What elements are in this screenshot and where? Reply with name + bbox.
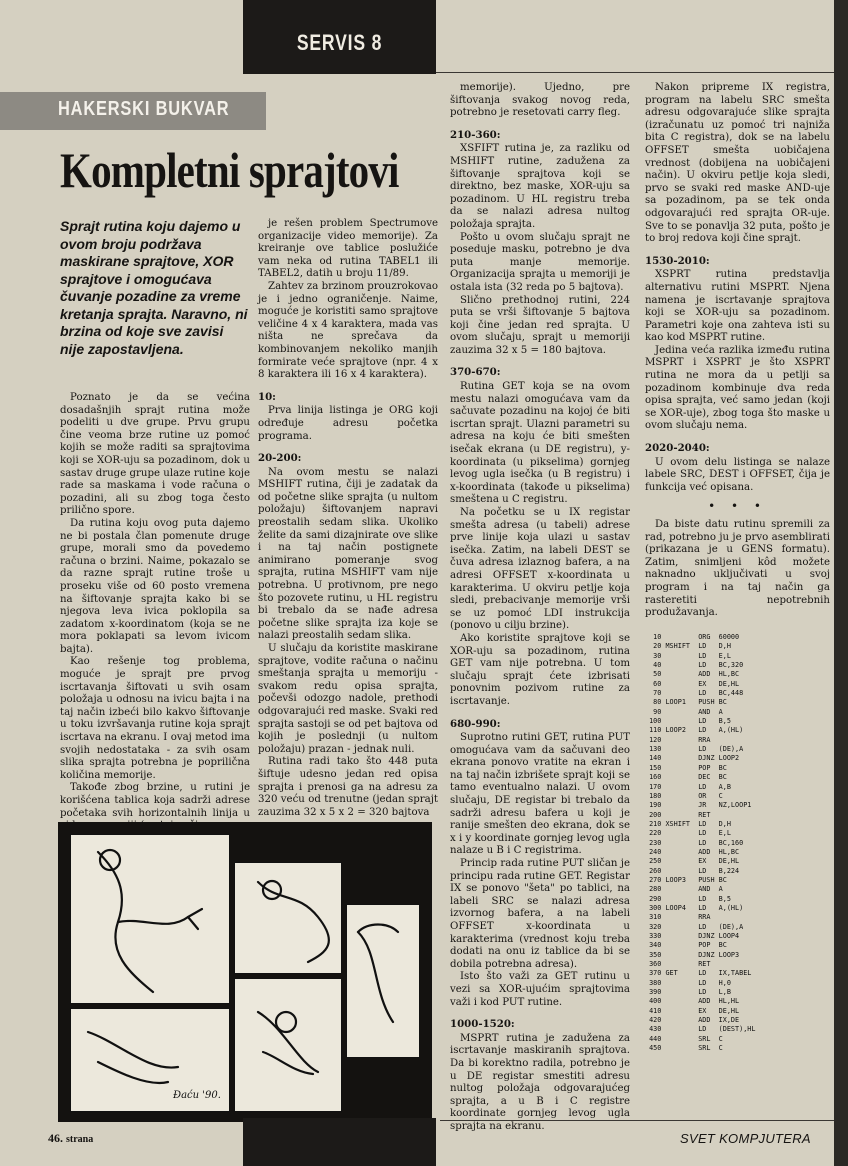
listing-line: 120 RRA	[645, 735, 711, 744]
listing-line: 320 LD (DE),A	[645, 922, 744, 931]
listing-line: 280 AND A	[645, 885, 723, 894]
paragraph: Takođe zbog brzine, u rutini je korišćena tablica koja sadrži adrese početaka svih horizontalnih linija u	[60, 782, 250, 819]
listing-line: 90 AND A	[645, 707, 723, 716]
comic-illustration	[58, 822, 432, 1122]
listing-line: 100 LD B,5	[645, 717, 731, 726]
listing-line: 450 SRL C	[645, 1044, 723, 1053]
listing-line: 430 LD (DEST),HL	[645, 1025, 756, 1034]
section-heading: 2020-2040:	[645, 442, 710, 455]
listing-line: 190 JR NZ,LOOP1	[645, 801, 752, 810]
paragraph: XSFIFT rutina je, za razliku od MSHIFT rutine, zadužena za šiftovanje sprajtova koji se direktno, bez maske, XOR-uju sa pozadinom. U HL registru treba da se nalazi adresa nultog položaja sprajta.	[450, 143, 630, 230]
listing-line: 40 LD BC,320	[645, 661, 744, 670]
listing-line: 420 ADD IX,DE	[645, 1016, 740, 1025]
kicker-text: HAKERSKI BUKVAR	[58, 98, 230, 120]
listing-line: 220 LD E,L	[645, 829, 731, 838]
paragraph: Pošto u ovom slučaju sprajt ne poseduje masku, potrebno je dva puta manje memorije. Organizacija sprajta u memoriji je ostala ista (32 reda po 5 bajtova).	[450, 231, 630, 293]
listing-line: 380 LD H,0	[645, 978, 731, 987]
article-title: Kompletni sprajtovi	[60, 142, 399, 198]
page-edge-shadow	[834, 0, 848, 1166]
paragraph: Da rutina koju ovog puta dajemo ne bi postala član pomenute druge grupe, morali smo da povedemo računa o brzini. Naime, pokazalo se da razne sprajt rutine troše u proseku više od 60 posto vremena na šiftovanje sprajta kako bi se njegova leva ivica poklopila sa zadatom x-koordinatom (koja se ne mora poklapati sa levom ivicom bajta).	[60, 517, 250, 655]
listing-line: 390 LD L,B	[645, 988, 731, 997]
paragraph: Na početku se u IX registar smešta adresa (u tabeli) adrese prve linije koja ulazi u sastav isečka. Zatim, na labeli DEST se čuva adresa izlaznog bafera, a na adresi OFFSET x-koordinata u karakterima. U okviru petlje koja sledi, prebacivanje memorije vrši se uz pomoć LDI instrukcija (ponovo u cilju brzine).	[450, 507, 630, 632]
listing-line: 20 MSHIFT LD D,H	[645, 642, 731, 651]
paragraph: Isto što važi za GET rutinu u vezi sa XOR-ujućim sprajtovima važi i kod PUT rutine.	[450, 971, 630, 1008]
paragraph: je rešen problem Spectrumove organizacije video memorije). Za kreiranje ove tablice poslužiće vam neka od rutina TABEL1 ili TABEL2, datih u broju 11/89.	[258, 218, 438, 280]
paragraph: Kao rešenje tog problema, moguće je sprajt pre prvog iscrtavanja šiftovati u svih osam položaja u odnosu na ivicu bajta i na taj način izbeći bilo kakvo šiftovanje u toku izvršavanja rutine koja sprajt iscrtava na ekranu. I ovaj metod ima svojih nedostataka - za svih osam slika sprajta potrebna je poprilična količina memorije.	[60, 656, 250, 781]
listing-line: 60 EX DE,HL	[645, 679, 740, 688]
column-1	[60, 392, 250, 819]
magazine-name: SVET KOMPJUTERA	[680, 1131, 811, 1146]
column-2	[258, 218, 438, 818]
listing-line: 310 RRA	[645, 913, 711, 922]
listing-line: 370 GET LD IX,TABEL	[645, 969, 752, 978]
listing-line: 140 DJNZ LOOP2	[645, 754, 740, 763]
paragraph: Poznato je da se većina dosadašnjih sprajt rutina može podeliti u dve grupe. Prvu grupu čine veoma brze rutine uz pomoć kojih se može raditi sa sprajtovima koji se XOR-uju sa pozadinom, dok u sastav druge grupe ulaze rutine koje rade sa maskama i vode računa o pozadini, ali su zbog toga često prilično spore.	[60, 392, 250, 517]
paragraph: Zahtev za brzinom prouzrokovao je i jedno ograničenje. Naime, moguće je koristiti samo sprajtove veličine 4 x 4 karaktera, mada vas ništa ne sprečava da kombinovanjem nekoliko manjih formirate veće sprajtove (npr. 4 x 8 karaktera ili 16 x 4 karaktera).	[258, 280, 438, 381]
listing-line: 410 EX DE,HL	[645, 1006, 740, 1015]
paragraph: Jedina veća razlika između rutina MSPRT i XSPRT je što XSPRT rutina ne mora da u petlji sa pozadinom kombinuje dva reda opisa sprajta, već samo jedan (koji se XOR-uje), zbog toga što maske u ovom slučaju nema.	[645, 344, 830, 432]
listing-line: 270 LOOP3 PUSH BC	[645, 875, 727, 884]
page-number	[48, 1131, 93, 1146]
section-heading: 680-990:	[450, 717, 501, 730]
paragraph: U ovom delu listinga se nalaze labele SRC, DEST i OFFSET, čija je funkcija već opisana.	[645, 456, 830, 493]
listing-line: 50 ADD HL,BC	[645, 670, 740, 679]
paragraph: Na ovom mestu se nalazi MSHIFT rutina, čiji je zadatak da od početne slike sprajta (u nultom položaju) šiftovanjem napravi preostalih sedam slika. Ukoliko želite da sami dizajnirate ove slike i na taj način postignete animirano pomeranje svog sprajta, rutina MSHIFT vam nije potrebna. U protivnom, pre nego što pozovete rutinu, u HL registru bi trebalo da se nađe adresa početne slike sprajta iza koje se nalazi preostalih sedam slika.	[258, 466, 438, 642]
paragraph: Ako koristite sprajtove koji se XOR-uju sa pozadinom, rutina GET vam nije potrebna. U tom slučaju sprajt ćete izbrisati ponovnim pozivom rutine za iscrtavanje.	[450, 632, 630, 707]
listing-line: 360 RET	[645, 960, 711, 969]
assembly-listing	[645, 633, 830, 1053]
footer-rule	[440, 1120, 834, 1121]
artist-signature: Đaću '90.	[173, 1090, 221, 1101]
paragraph: memorije). Ujedno, pre šiftovanja svakog novog reda, potrebno je resetovati carry fleg.	[450, 82, 630, 119]
listing-line: 250 EX DE,HL	[645, 857, 740, 866]
column-kicker	[0, 92, 266, 130]
listing-line: 10 ORG 60000	[645, 633, 740, 641]
section-heading: 1530-2010:	[645, 254, 710, 267]
section-header: SERVIS 8	[296, 30, 383, 55]
paragraph: U slučaju da koristite maskirane sprajtove, vodite računa o načinu smeštanja sprajta u memoriju - svakom redu opisa sprajta, počevši odozgo nadole, prethodi odgovarajući red maske. Svaki red sprajta sastoji se od pet bajtova od kojih je poslednji (u nultom položaju) prazan - jednak nuli.	[258, 643, 438, 755]
listing-line: 330 DJNZ LOOP4	[645, 932, 740, 940]
paragraph: Da biste datu rutinu spremili za rad, potrebno ju je prvo asemblirati (prikazana je u GENS formatu). Zatim, snimljeni kôd možete naknadno uključivati u svoj program i na taj način ga rasteretiti nepotrebnih produžavanja.	[645, 519, 830, 619]
section-heading: 1000-1520:	[450, 1018, 515, 1031]
paragraph: XSPRT rutina predstavlja alternativu rutini MSPRT. Njena namena je iscrtavanje sprajtova koji se XOR-uju sa pozadinom. Parametri koje ona zahteva isti su kao kod MSPRT rutine.	[645, 269, 830, 344]
listing-line: 70 LD BC,448	[645, 689, 744, 698]
paragraph: Rutina GET koja se na ovom mestu nalazi omogućava vam da sačuvate pozadinu na kojoj će biti iscrtan sprajt. Ulazni parametri su adresa na koju će biti smešten isečak ekrana (u DE registru), y-koordinata (u pikselima) gornjeg levog ugla isečka (u B registru) i x-koordinata (takođe u pikselima) smeštena u C registru.	[450, 381, 630, 506]
listing-line: 260 LD B,224	[645, 866, 740, 875]
listing-line: 200 RET	[645, 810, 711, 819]
listing-line: 170 LD A,B	[645, 782, 731, 791]
page-number-label: strana	[66, 1134, 94, 1145]
listing-line: 210 XSHIFT LD D,H	[645, 819, 731, 828]
paragraph: Rutina radi tako što 448 puta šiftuje udesno jedan red opisa sprajta i prenosi ga na adresu za 320 veću od trenutne (jedan sprajt zauzima 32 x 5 x 2 = 320 bajtova	[258, 756, 438, 818]
section-divider: • • •	[708, 499, 767, 514]
paragraph: Nakon pripreme IX registra, program na labelu SRC smešta adresu odgovarajuće slike sprajta (izračunatu uz pomoć tri najniža bita C registra), dok se na labelu OFFSET smešta uobičajena vrednost (dobijena na uobičajeni način). U okviru petlje koja sledi, prvo se svaki red maske AND-uje sa pozadinom, pa se tek onda odgovarajući red sprajta OR-uje. Sve to se ponavlja 32 puta, pošto je to broj redova koji čine sprajt.	[645, 82, 830, 245]
listing-line: 180 OR C	[645, 791, 723, 800]
section-heading: 20-200:	[258, 452, 302, 465]
listing-line: 80 LOOP1 PUSH BC	[645, 698, 727, 707]
header-rule	[436, 72, 834, 73]
listing-line: 350 DJNZ LOOP3	[645, 950, 740, 959]
listing-line: 240 ADD HL,BC	[645, 847, 740, 856]
listing-line: 300 LOOP4 LD A,(HL)	[645, 903, 744, 912]
listing-line: 130 LD (DE),A	[645, 745, 744, 754]
listing-line: 160 DEC BC	[645, 773, 727, 782]
listing-line: 290 LD B,5	[645, 894, 731, 903]
listing-line: 150 POP BC	[645, 763, 727, 772]
footer-bar	[243, 1118, 436, 1166]
column-3	[450, 82, 630, 1132]
section-heading: 370-670:	[450, 366, 501, 379]
section-heading: 210-360:	[450, 128, 501, 141]
listing-line: 400 ADD HL,HL	[645, 997, 740, 1006]
comic-figure-drawing	[58, 822, 432, 1122]
listing-line: 440 SRL C	[645, 1034, 723, 1043]
paragraph: Prva linija listinga je ORG koji određuje adresu početka programa.	[258, 405, 438, 442]
paragraph: Princip rada rutine PUT sličan je principu rada rutine GET. Registar IX se ponovo "šeta" po tablici, na labeli SRC se nalazi adresa izvornog bafera, a na labeli OFFSET x-koordinata u karakterima (vrednost koju treba dodati na onu iz tablice da bi se dobila potrebna adresa).	[450, 858, 630, 970]
paragraph: Suprotno rutini GET, rutina PUT omogućava vam da sačuvani deo ekrana ponovo vratite na ekran i na taj način izbrišete sprajt koji se tamo eventualno nalazi. U ovom slučaju, DE registar bi trebalo da sadrži adresu bafera u koji je ranije smešten deo ekrana, dok se x i y koordinate gornjeg levog ugla nalaze u B i C registrima.	[450, 732, 630, 857]
page-number-value: 46.	[48, 1131, 63, 1145]
listing-line: 110 LOOP2 LD A,(HL)	[645, 726, 744, 735]
article-lead: Sprajt rutina koju dajemo u ovom broju podržava maskirane sprajtove, XOR sprajtove i omogućava čuvanje pozadine za vreme kretanja sprajta. Naravno, ni brzina od koje sve zavisi nije zapostavljena.	[60, 218, 248, 357]
column-4	[645, 82, 830, 627]
listing-line: 340 POP BC	[645, 941, 727, 950]
section-heading: 10:	[258, 390, 276, 403]
paragraph: Slično prethodnoj rutini, 224 puta se vrši šiftovanje 5 bajtova koji čine jedan red sprajta. U ovom slučaju, sprajt u memoriji zauzima 32 x 5 = 180 bajtova.	[450, 294, 630, 356]
listing-line: 30 LD E,L	[645, 651, 731, 660]
listing-line: 230 LD BC,160	[645, 838, 744, 847]
paragraph: MSPRT rutina je zadužena za iscrtavanje maskiranih sprajtova. Da bi korektno radila, potrebno je u DE registar smestiti adresu nultog položaja odgovarajućeg sprajta, a u B i C registre koordinate gornjeg levog ugla sprajta na ekranu.	[450, 1032, 630, 1132]
